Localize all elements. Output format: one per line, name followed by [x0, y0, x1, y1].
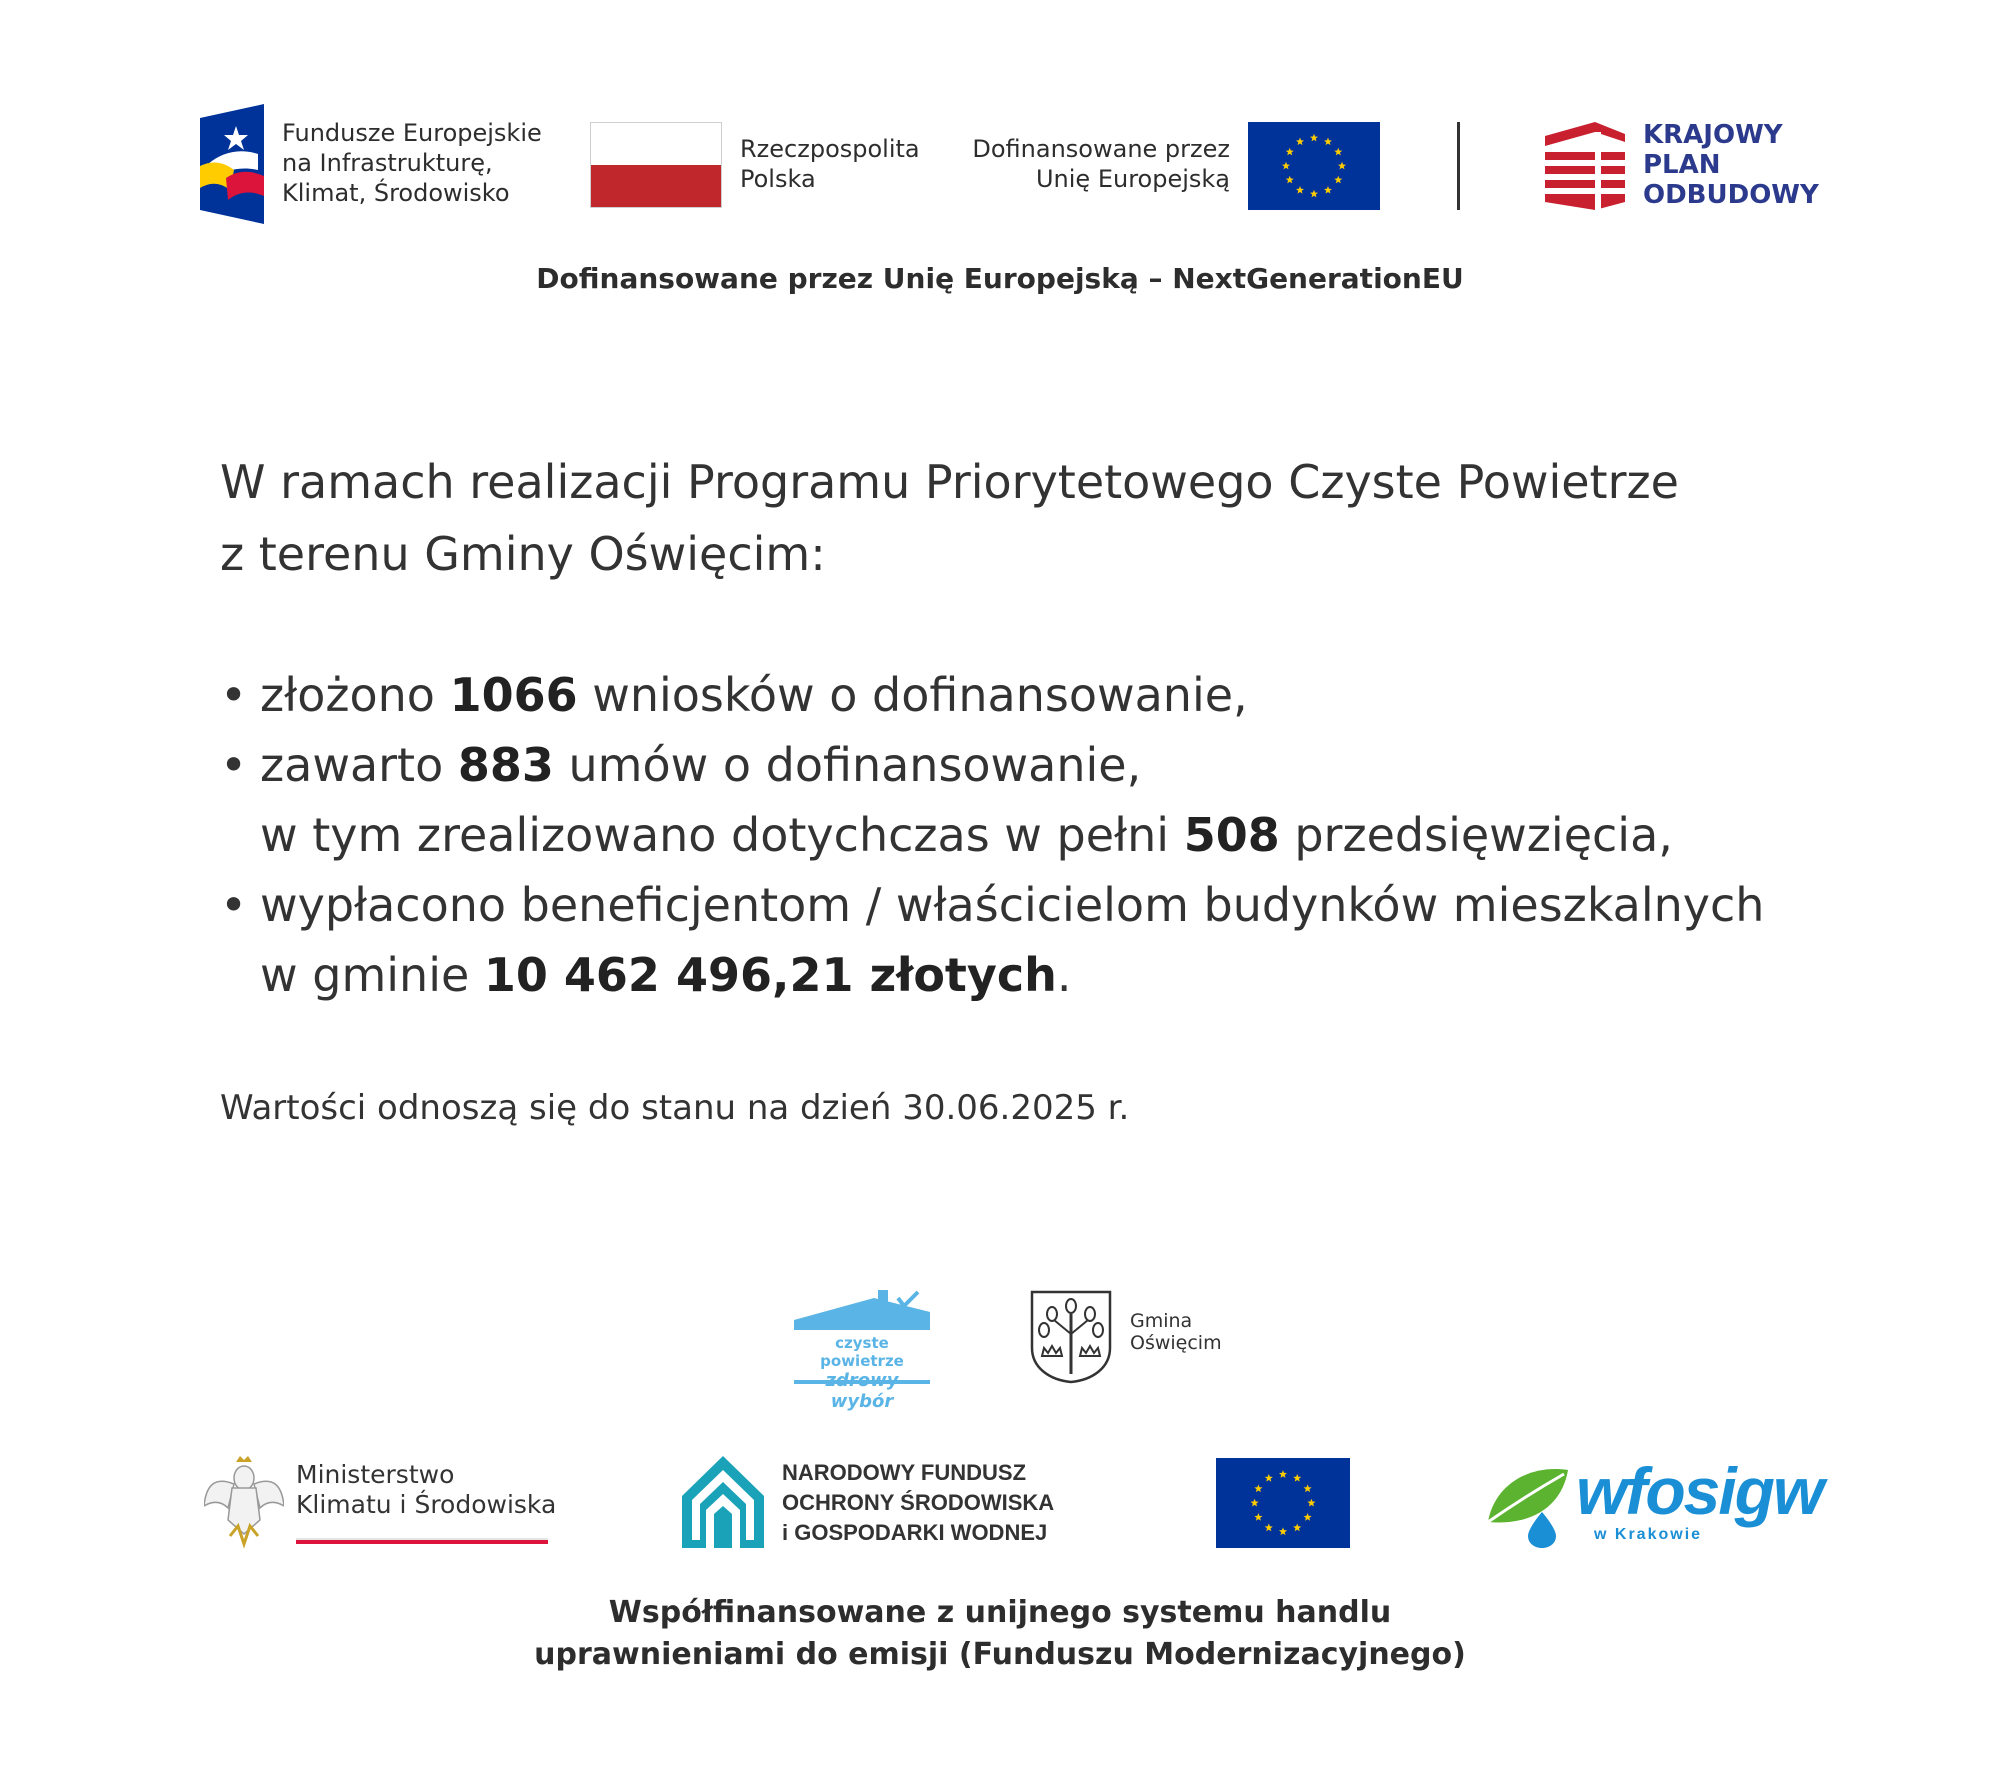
kpo-line-3: ODBUDOWY — [1643, 180, 1819, 210]
gmina-line-2: Oświęcim — [1130, 1332, 1222, 1354]
logo-krajowy-plan-odbudowy — [1545, 118, 1835, 214]
payments-amount: 10 462 496,21 złotych — [483, 948, 1057, 1002]
mkis-underline — [296, 1538, 548, 1544]
rp-line-1: Rzeczpospolita — [740, 135, 920, 163]
payments-line-1: wypłacono beneficjentom / właścicielom budynków mieszkalnych — [260, 878, 1765, 932]
mkis-line-1: Ministerstwo — [296, 1460, 455, 1489]
headline-line-2: z terenu Gminy Oświęcim: — [220, 527, 826, 581]
bullet-3: • — [220, 878, 248, 932]
logo-fundusze-europejskie — [200, 104, 560, 224]
mkis-line-2: Klimatu i Środowiska — [296, 1490, 557, 1519]
rp-line-2: Polska — [740, 165, 816, 193]
completed-pre: w tym zrealizowano dotychczas w pełni — [260, 808, 1184, 862]
ue-line-1: Dofinansowane przez — [972, 135, 1230, 163]
wfos-name: wfosigw — [1576, 1454, 1823, 1528]
completed-post: przedsięwzięcia, — [1279, 808, 1673, 862]
nfos-arch-icon — [682, 1456, 764, 1548]
contracts-pre: zawarto — [260, 738, 458, 792]
ue-line-2: Unię Europejską — [1035, 165, 1230, 193]
footer-line-2: uprawnieniami do emisji (Funduszu Modernizacyjnego) — [534, 1637, 1466, 1672]
wfos-sub: w Krakowie — [1594, 1526, 1703, 1543]
nfos-line-2: OCHRONY ŚRODOWISKA — [782, 1490, 1055, 1515]
logo-wfosigw-krakow — [1484, 1456, 1824, 1556]
eu-flag-icon — [1248, 122, 1380, 210]
stats-list — [220, 660, 1764, 1010]
logo-rzeczpospolita-polska — [590, 122, 930, 212]
headline — [220, 446, 1679, 590]
gmina-crest-icon — [1030, 1290, 1112, 1384]
headline-line-1: W ramach realizacji Programu Priorytetowego Czyste Powietrze — [220, 455, 1679, 509]
kpo-building-icon — [1545, 122, 1625, 210]
cp-line-1: czyste powietrze — [820, 1334, 904, 1370]
applications-count: 1066 — [449, 668, 578, 722]
contracts-count: 883 — [457, 738, 554, 792]
fe-flag-icon — [200, 104, 264, 224]
footer-line-1: Współfinansowane z unijnego systemu handlu — [608, 1595, 1392, 1630]
logo-gmina-oswiecim — [1030, 1290, 1260, 1386]
footer — [0, 1592, 2000, 1676]
kpo-line-2: PLAN — [1643, 150, 1721, 180]
gmina-line-1: Gmina — [1130, 1310, 1193, 1332]
logo-dofinansowane-ue — [960, 122, 1380, 212]
fe-line-1: Fundusze Europejskie — [282, 119, 542, 147]
logo-separator — [1457, 122, 1460, 210]
cp-house-icon — [794, 1290, 930, 1334]
polish-eagle-icon — [204, 1456, 284, 1552]
date-note: Wartości odnoszą się do stanu na dzień 30.06.2025 r. — [220, 1088, 1130, 1128]
eu-flag-bottom-icon — [1216, 1458, 1350, 1548]
fe-line-2: na Infrastrukturę, — [282, 149, 493, 177]
payments-pre: w gminie — [260, 948, 484, 1002]
wfos-leaf-drop-icon — [1484, 1462, 1574, 1548]
polish-flag-icon — [590, 122, 722, 208]
logo-czyste-powietrze — [794, 1290, 934, 1412]
funding-line: Dofinansowane przez Unię Europejską – NextGenerationEU — [536, 262, 1464, 295]
bullet-1: • — [220, 668, 248, 722]
fe-line-3: Klimat, Środowisko — [282, 179, 510, 207]
list-item-applications — [220, 660, 1764, 730]
list-item-contracts — [220, 730, 1764, 870]
nfos-line-1: NARODOWY FUNDUSZ — [782, 1460, 1027, 1485]
applications-pre: złożono — [260, 668, 450, 722]
completed-count: 508 — [1183, 808, 1280, 862]
nfos-line-3: i GOSPODARKI WODNEJ — [782, 1520, 1048, 1545]
list-item-payments — [220, 870, 1764, 1010]
logo-ministerstwo-klimatu — [204, 1456, 557, 1554]
kpo-line-1: KRAJOWY — [1643, 120, 1783, 150]
logo-nfosigw — [682, 1456, 1082, 1552]
applications-post: wniosków o dofinansowanie, — [577, 668, 1248, 722]
payments-post: . — [1056, 948, 1072, 1002]
bullet-2: • — [220, 738, 248, 792]
contracts-post: umów o dofinansowanie, — [553, 738, 1142, 792]
cp-line-2: zdrowy wybór — [825, 1370, 899, 1412]
